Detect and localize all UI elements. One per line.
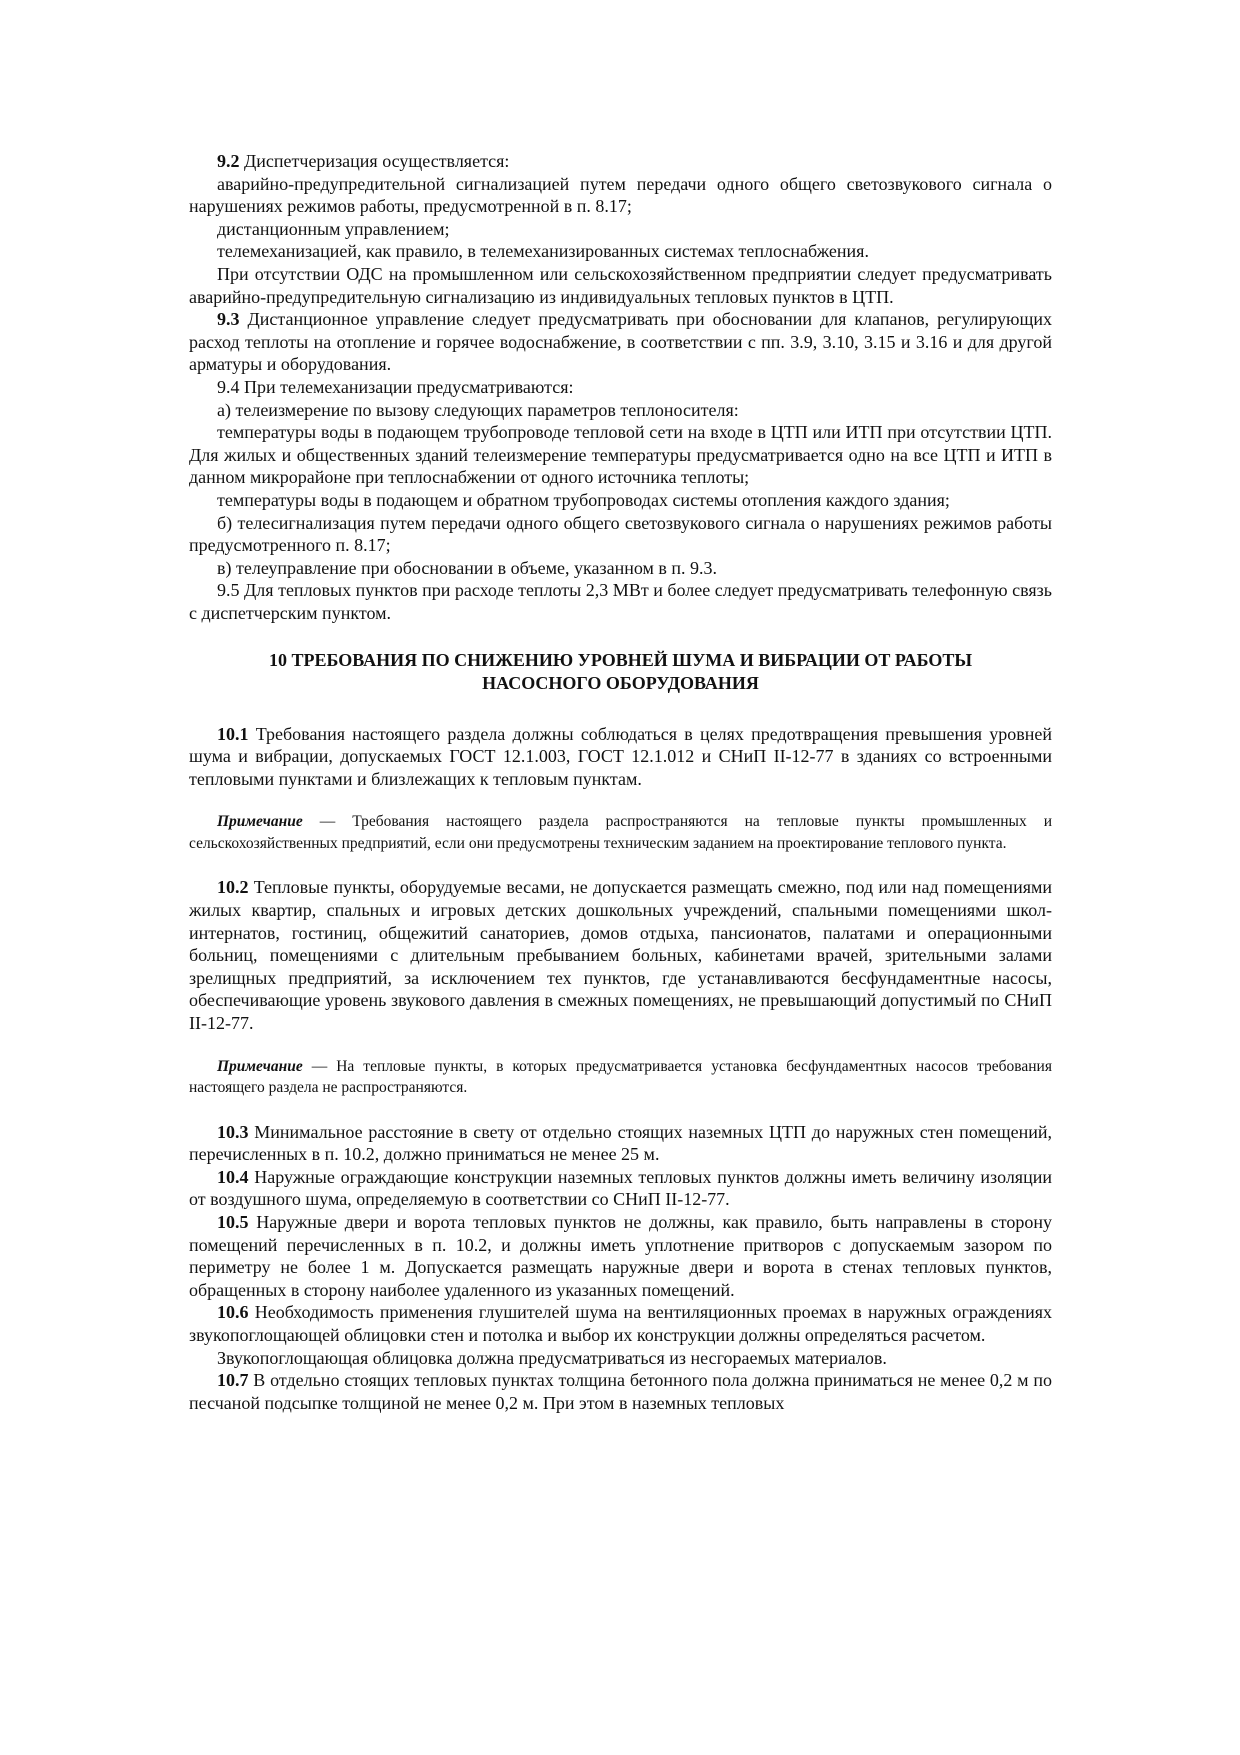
clause-number: 10.6 xyxy=(217,1302,249,1323)
list-item: в) телеуправление при обосновании в объеме, указанном в п. 9.3. xyxy=(217,557,718,578)
clause-number: 9.2 xyxy=(217,151,240,171)
note-text: — Требования настоящего раздела распространяются на тепловые пункты промышленных и сельскохозяйственных предприятий, если они предусмотрены техническим заданием на проектирование теплового пункта. xyxy=(189,813,1052,852)
paragraph-9-4: 9.4 При телемеханизации предусматриваются: xyxy=(217,376,574,397)
heading-line: 10 ТРЕБОВАНИЯ ПО СНИЖЕНИЮ УРОВНЕЙ ШУМА И ВИБРАЦИИ ОТ РАБОТЫ xyxy=(268,650,973,671)
note-1 xyxy=(189,811,1052,854)
list-item: температуры воды в подающем трубопроводе тепловой сети на входе в ЦТП или ИТП при отсутствии ЦТП. Для жилых и общественных зданий телеизмерение температуры предусматривается одно на все ЦТП и ИТП в данном микрорайоне при теплоснабжении от одного источника теплоты; xyxy=(189,422,1052,488)
paragraph-9-5: 9.5 Для тепловых пунктов при расходе теплоты 2,3 МВт и более следует предусматривать телефонную связь с диспетчерским пунктом. xyxy=(189,580,1052,623)
clause-text: Наружные двери и ворота тепловых пунктов не должны, как правило, быть направлены в сторону помещений перечисленных в п. 10.2, и должны иметь уплотнение притворов с допускаемым зазором по периметру не более 1 м. Допускается размещать наружные двери и ворота в стенах тепловых пунктов, обращенных в сторону наиболее удаленного из указанных помещений. xyxy=(189,1211,1052,1300)
list-item: температуры воды в подающем и обратном трубопроводах системы отопления каждого здания; xyxy=(217,489,950,510)
clause-text: Требования настоящего раздела должны соблюдаться в целях предотвращения превышения уровней шума и вибрации, допускаемых ГОСТ 12.1.003, ГОСТ 12.1.012 и СНиП II-12-77 в зданиях со встроенными тепловыми пунктами и близлежащих к тепловым пунктам. xyxy=(189,723,1052,789)
note-label: Примечание xyxy=(217,813,303,831)
list-item: аварийно-предупредительной сигнализацией путем передачи одного общего светозвукового сигнала о нарушениях режимов работы, предусмотренной в п. 8.17; xyxy=(189,173,1052,217)
clause-number: 10.5 xyxy=(217,1211,249,1232)
paragraph-ods: При отсутствии ОДС на промышленном или сельскохозяйственном предприятии следует предусматривать аварийно-предупредительную сигнализацию из индивидуальных тепловых пунктов в ЦТП. xyxy=(189,263,1052,307)
paragraph-lining: Звукопоглощающая облицовка должна предусматриваться из несгораемых материалов. xyxy=(217,1347,887,1368)
clause-text: Необходимость применения глушителей шума на вентиляционных проемах в наружных ограждениях звукопоглощающей облицовки стен и потолка и выбор их конструкции должны определяться расчетом. xyxy=(189,1302,1052,1345)
clause-text: Наружные ограждающие конструкции наземных тепловых пунктов должны иметь величину изоляции от воздушного шума, определяемую в соответствии со СНиП II-12-77. xyxy=(189,1166,1052,1210)
paragraph-9-2 xyxy=(189,150,1052,173)
note-label: Примечание xyxy=(217,1057,303,1075)
clause-number: 10.2 xyxy=(217,877,249,898)
paragraph-10-5 xyxy=(189,1211,1052,1301)
paragraph-10-4 xyxy=(189,1166,1052,1211)
list-item: телемеханизацией, как правило, в телемеханизированных системах теплоснабжения. xyxy=(217,241,869,262)
note-text: — На тепловые пункты, в которых предусматривается установка бесфундаментных насосов требования настоящего раздела не распространяются. xyxy=(189,1057,1052,1097)
paragraph-10-2 xyxy=(189,876,1052,1034)
clause-text: Тепловые пункты, оборудуемые весами, не допускается размещать смежно, под или над помещениями жилых квартир, спальных и игровых детских дошкольных учреждений, спальными помещениями школ-интернатов, гостиниц, общежитий санаториев, домов отдыха, пансионатов, палатами и операционными больниц, помещениями с длительным пребыванием больных, кабинетами врачей, зрительными залами зрелищных предприятий, за исключением тех пунктов, где устанавливаются бесфундаментные насосы, обеспечивающие уровень звукового давления в смежных помещениях, не превышающий допустимый по СНиП II-12-77. xyxy=(189,877,1052,1033)
list-item: а) телеизмерение по вызову следующих параметров теплоносителя: xyxy=(217,399,739,420)
clause-number: 10.3 xyxy=(217,1121,249,1142)
clause-text: В отдельно стоящих тепловых пунктах толщина бетонного пола должна приниматься не менее 0,2 м по песчаной подсыпке толщиной не менее 0,2 м. При этом в наземных тепловых xyxy=(189,1370,1052,1413)
clause-number: 9.3 xyxy=(217,309,240,330)
list-item: дистанционным управлением; xyxy=(217,218,450,239)
clause-text: Дистанционное управление следует предусматривать при обосновании для клапанов, регулирующих расход теплоты на отопление и горячее водоснабжение, в соответствии с пп. 3.9, 3.10, 3.15 и 3.16 и для другой арматуры и оборудования. xyxy=(189,309,1052,375)
clause-text: Диспетчеризация осуществляется: xyxy=(239,151,510,171)
clause-text: Минимальное расстояние в свету от отдельно стоящих наземных ЦТП до наружных стен помещений, перечисленных в п. 10.2, должно приниматься не менее 25 м. xyxy=(189,1121,1052,1165)
clause-number: 10.4 xyxy=(217,1166,249,1187)
clause-number: 10.1 xyxy=(217,723,249,744)
list-item: б) телесигнализация путем передачи одного общего светозвукового сигнала о нарушениях режимов работы предусмотренного п. 8.17; xyxy=(189,512,1052,556)
paragraph-10-7 xyxy=(189,1369,1052,1414)
note-2 xyxy=(189,1056,1052,1099)
document-page xyxy=(189,150,1052,1414)
heading-line: НАСОСНОГО ОБОРУДОВАНИЯ xyxy=(482,673,759,694)
paragraph-9-3 xyxy=(189,308,1052,376)
paragraph-10-6 xyxy=(189,1301,1052,1346)
clause-number: 10.7 xyxy=(217,1370,249,1391)
paragraph-10-1 xyxy=(189,723,1052,791)
section-heading xyxy=(189,649,1052,694)
paragraph-10-3 xyxy=(189,1121,1052,1166)
